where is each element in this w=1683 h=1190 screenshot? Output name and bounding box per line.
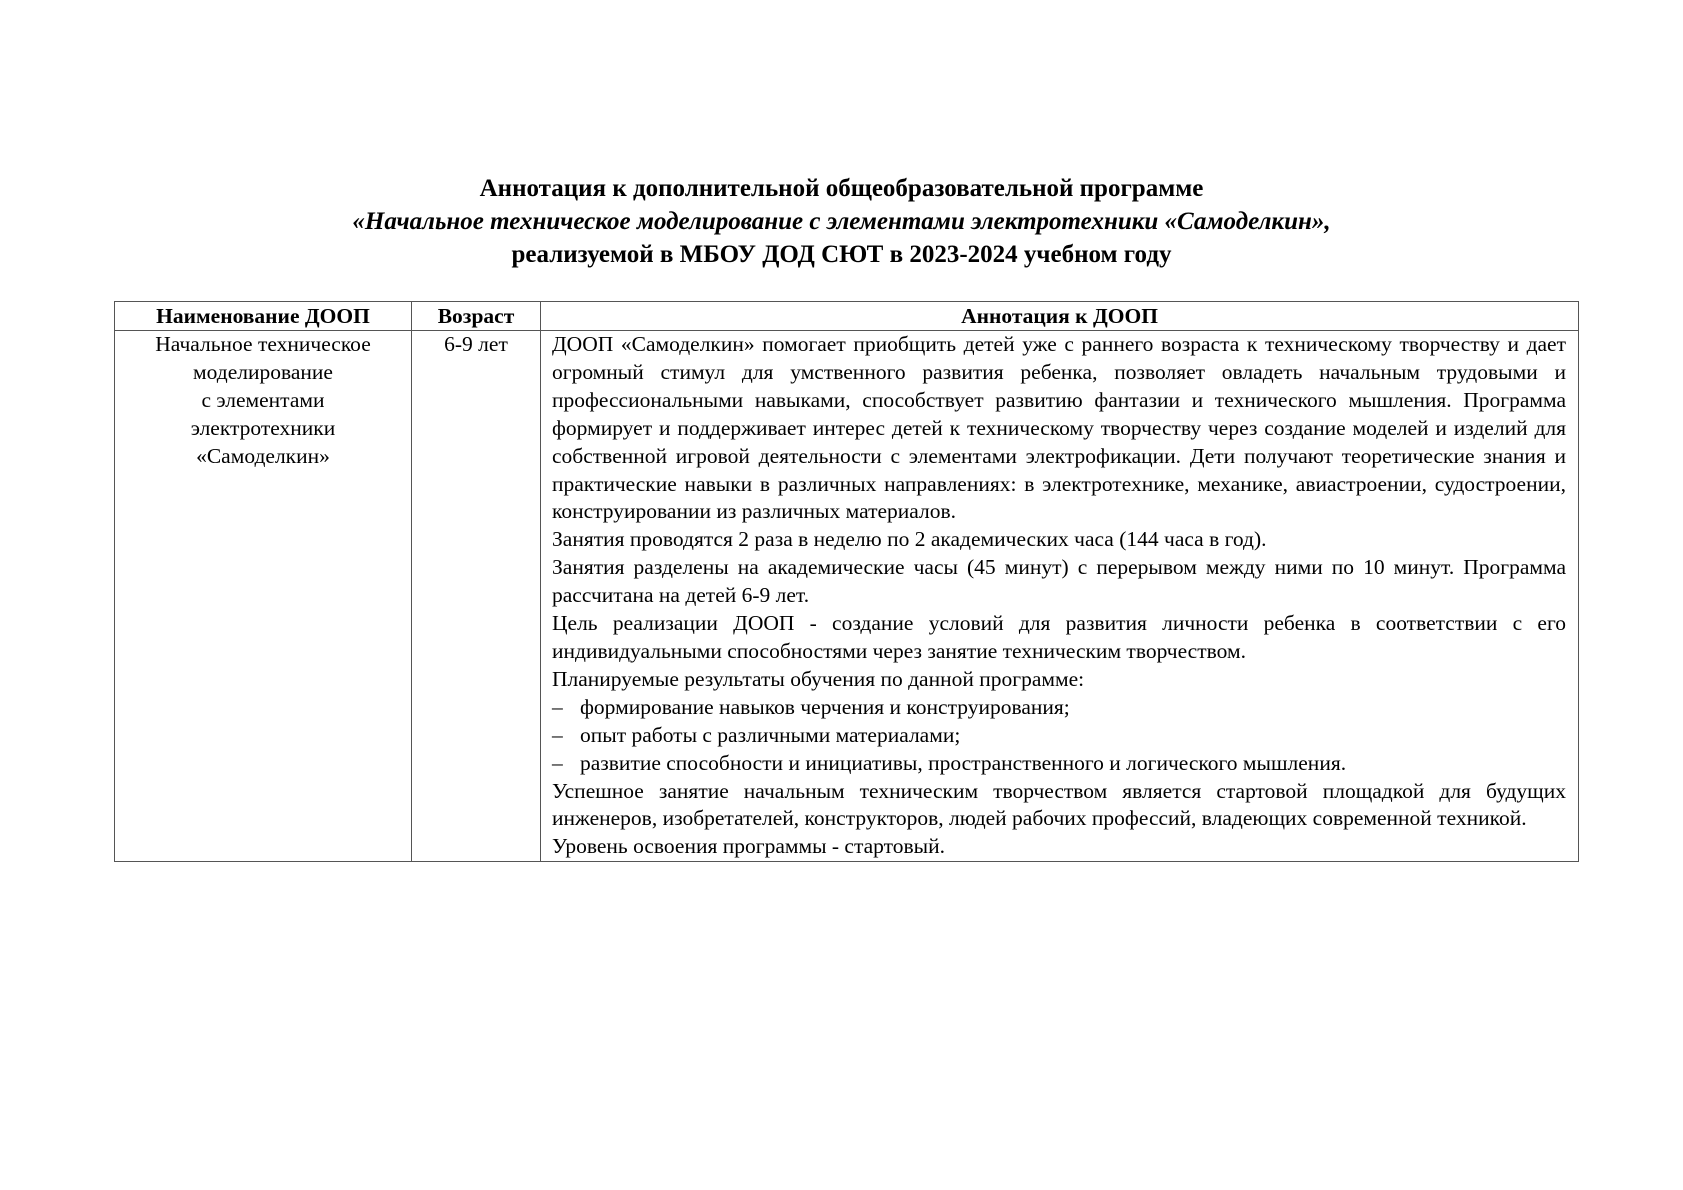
table-row [115, 331, 1579, 862]
program-name-line: с элементами [201, 387, 325, 412]
header-program-name: Наименование ДООП [115, 302, 412, 331]
bullet-text: развитие способности и инициативы, пространственного и логического мышления. [580, 750, 1347, 775]
program-name-line: моделирование [193, 359, 333, 384]
program-name-line: «Самоделкин» [196, 443, 330, 468]
annotation-paragraph-schedule: Занятия проводятся 2 раза в неделю по 2 академических часа (144 часа в год). [552, 527, 1267, 552]
annotation-paragraph-results-intro: Планируемые результаты обучения по данной программе: [552, 666, 1085, 691]
bullet-text: формирование навыков черчения и конструирования; [580, 694, 1070, 719]
cell-age: 6-9 лет [412, 331, 541, 862]
annotation-paragraph-goal: Цель реализации ДООП - создание условий для развития личности ребенка в соответствии с его индивидуальными способностями через занятие техническим творчеством. [552, 611, 1566, 663]
annotation-table [114, 301, 1579, 862]
cell-program-name [115, 331, 412, 862]
bullet-text: опыт работы с различными материалами; [580, 722, 961, 747]
bullet-dash: – [552, 750, 563, 775]
header-age: Возраст [412, 302, 541, 331]
document-title [0, 172, 1683, 271]
table-header-row [115, 302, 1579, 331]
title-line-2-program-name: «Начальное техническое моделирование с элементами электротехники «Самоделкин», [352, 208, 1331, 235]
results-list-item [552, 722, 1566, 750]
title-line-1: Аннотация к дополнительной общеобразовательной программе [479, 175, 1204, 202]
annotation-paragraph-level: Уровень освоения программы - стартовый. [552, 834, 945, 859]
results-list-item [552, 750, 1566, 778]
cell-annotation [541, 331, 1579, 862]
annotation-paragraph-description: ДООП «Самоделкин» помогает приобщить детей уже с раннего возраста к техническому творчеству и дает огромный стимул для умственного развития ребенка, позволяет овладеть начальным трудовыми и профессиональными навыками, способствует развитию фантазии и технического мышления. Программа формирует и поддерживает интерес детей к техническому творчеству через создание моделей и изделий для собственной игровой деятельности с элементами электрофикации. Дети получают теоретические знания и практические навыки в различных направлениях: в электротехнике, механике, авиастроении, судостроении, конструировании из различных материалов. [552, 332, 1566, 524]
bullet-dash: – [552, 694, 563, 719]
program-name-line: Начальное техническое [155, 332, 371, 356]
title-line-3: реализуемой в МБОУ ДОД СЮТ в 2023-2024 учебном году [511, 241, 1172, 268]
header-annotation: Аннотация к ДООП [541, 302, 1579, 331]
annotation-paragraph-conclusion: Успешное занятие начальным техническим творчеством является стартовой площадкой для будущих инженеров, изобретателей, конструкторов, людей рабочих профессий, владеющих современной техникой. [552, 778, 1566, 831]
annotation-paragraph-hours: Занятия разделены на академические часы (45 минут) с перерывом между ними по 10 минут. Программа рассчитана на детей 6-9 лет. [552, 555, 1566, 608]
bullet-dash: – [552, 722, 563, 747]
program-name-line: электротехники [190, 415, 336, 440]
results-list-item [552, 694, 1566, 722]
